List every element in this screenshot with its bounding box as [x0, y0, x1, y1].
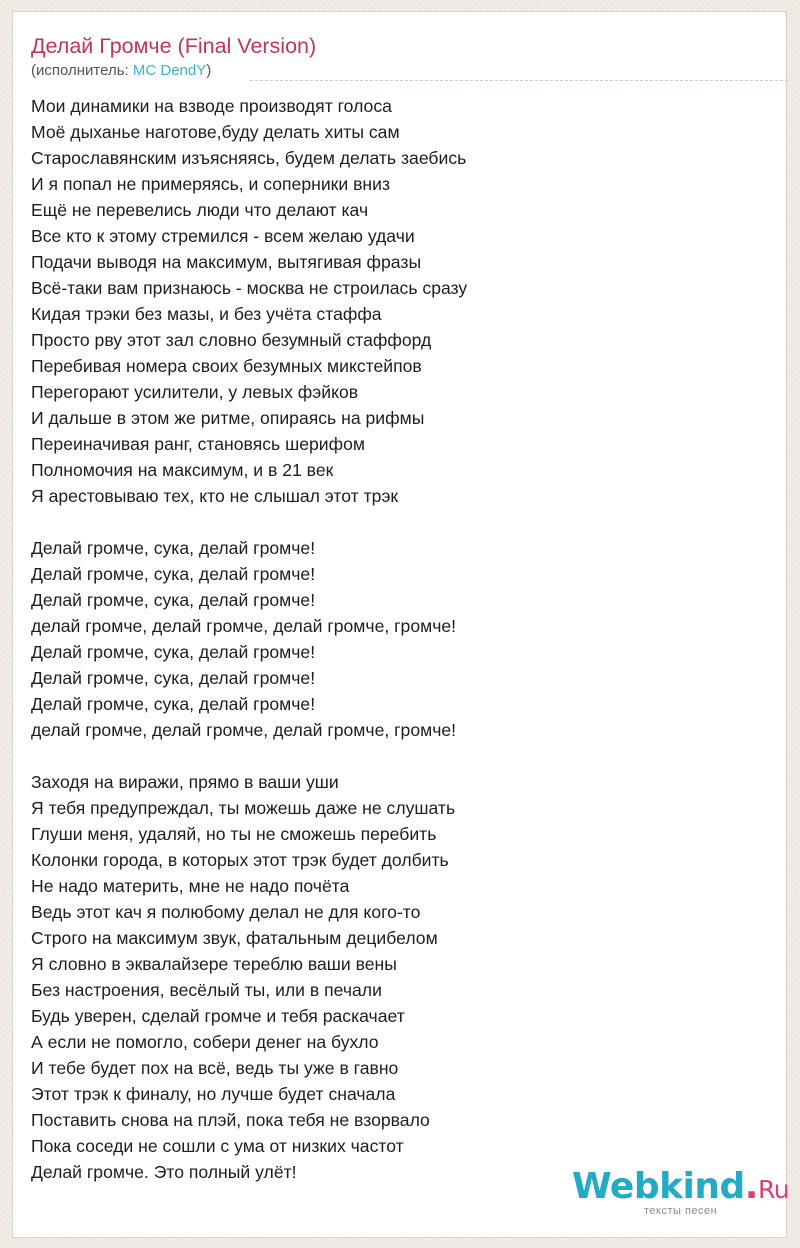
- lyric-line: А если не помогло, собери денег на бухло: [31, 1032, 379, 1052]
- lyric-line: делай громче, делай громче, делай громче, громче!: [31, 616, 457, 636]
- lyric-line: Ведь этот кач я полюбому делал не для кого-то: [31, 902, 421, 922]
- lyric-line: Без настроения, весёлый ты, или в печали: [31, 980, 382, 1000]
- lyric-line: И я попал не примеряясь, и соперники вниз: [31, 174, 391, 194]
- stanza-break: [31, 743, 761, 769]
- lyric-line: Я тебя предупреждал, ты можешь даже не слушать: [31, 798, 456, 818]
- artist-suffix: ): [206, 62, 212, 79]
- lyric-line: Всё-таки вам признаюсь - москва не строилась сразу: [31, 278, 468, 298]
- lyrics-text: [31, 93, 761, 1185]
- site-logo[interactable]: [572, 1165, 790, 1227]
- lyric-line: Перебивая номера своих безумных микстейпов: [31, 356, 422, 376]
- lyric-line: Переиначивая ранг, становясь шерифом: [31, 434, 365, 454]
- lyric-line: Ещё не перевелись люди что делают кач: [31, 200, 369, 220]
- artist-prefix: (исполнитель:: [31, 62, 133, 79]
- logo-name: Webkind: [572, 1166, 745, 1207]
- logo-dot: .: [744, 1166, 758, 1207]
- lyric-line: Делай громче. Это полный улёт!: [31, 1162, 297, 1182]
- lyric-line: Я арестовываю тех, кто не слышал этот трэк: [31, 486, 399, 506]
- lyric-line: Глуши меня, удаляй, но ты не сможешь перебить: [31, 824, 437, 844]
- lyric-line: Мои динамики на взводе производят голоса: [31, 96, 392, 116]
- lyric-line: Все кто к этому стремился - всем желаю удачи: [31, 226, 415, 246]
- title-divider: [250, 80, 788, 81]
- lyric-line: Делай громче, сука, делай громче!: [31, 590, 316, 610]
- lyric-line: Будь уверен, сделай громче и тебя раскачает: [31, 1006, 405, 1026]
- artist-line: [31, 62, 211, 80]
- lyric-line: Делай громче, сука, делай громче!: [31, 694, 316, 714]
- lyric-line: И тебе будет пох на всё, ведь ты уже в гавно: [31, 1058, 399, 1078]
- lyric-line: Этот трэк к финалу, но лучше будет сначала: [31, 1084, 396, 1104]
- lyric-line: Делай громче, сука, делай громче!: [31, 538, 316, 558]
- lyric-line: Перегорают усилители, у левых фэйков: [31, 382, 359, 402]
- lyric-line: Подачи выводя на максимум, вытягивая фразы: [31, 252, 422, 272]
- song-title: Делай Громче (Final Version): [31, 34, 317, 58]
- stanza-break: [31, 509, 761, 535]
- artist-link[interactable]: MC DendY: [132, 62, 207, 79]
- logo-tld: Ru: [757, 1175, 790, 1204]
- lyric-line: Поставить снова на плэй, пока тебя не взорвало: [31, 1110, 430, 1130]
- lyric-line: Полномочия на максимум, и в 21 век: [31, 460, 334, 480]
- lyric-line: Делай громче, сука, делай громче!: [31, 564, 316, 584]
- logo-tagline: тексты песен: [644, 1205, 718, 1217]
- lyric-line: Старославянским изъясняясь, будем делать заебись: [31, 148, 467, 168]
- lyric-line: Я словно в эквалайзере тереблю ваши вены: [31, 954, 397, 974]
- lyric-line: Пока соседи не сошли с ума от низких частот: [31, 1136, 404, 1156]
- lyric-line: делай громче, делай громче, делай громче, громче!: [31, 720, 457, 740]
- lyric-line: Делай громче, сука, делай громче!: [31, 668, 316, 688]
- lyric-line: Кидая трэки без мазы, и без учёта стаффа: [31, 304, 382, 324]
- lyric-line: Не надо материть, мне не надо почёта: [31, 876, 350, 896]
- lyric-line: И дальше в этом же ритме, опираясь на рифмы: [31, 408, 425, 428]
- lyric-line: Моё дыханье наготове,буду делать хиты сам: [31, 122, 400, 142]
- lyric-line: Делай громче, сука, делай громче!: [31, 642, 316, 662]
- lyric-line: Просто рву этот зал словно безумный стаффорд: [31, 330, 432, 350]
- lyric-line: Заходя на виражи, прямо в ваши уши: [31, 772, 339, 792]
- lyric-line: Колонки города, в которых этот трэк будет долбить: [31, 850, 449, 870]
- lyric-line: Строго на максимум звук, фатальным децибелом: [31, 928, 438, 948]
